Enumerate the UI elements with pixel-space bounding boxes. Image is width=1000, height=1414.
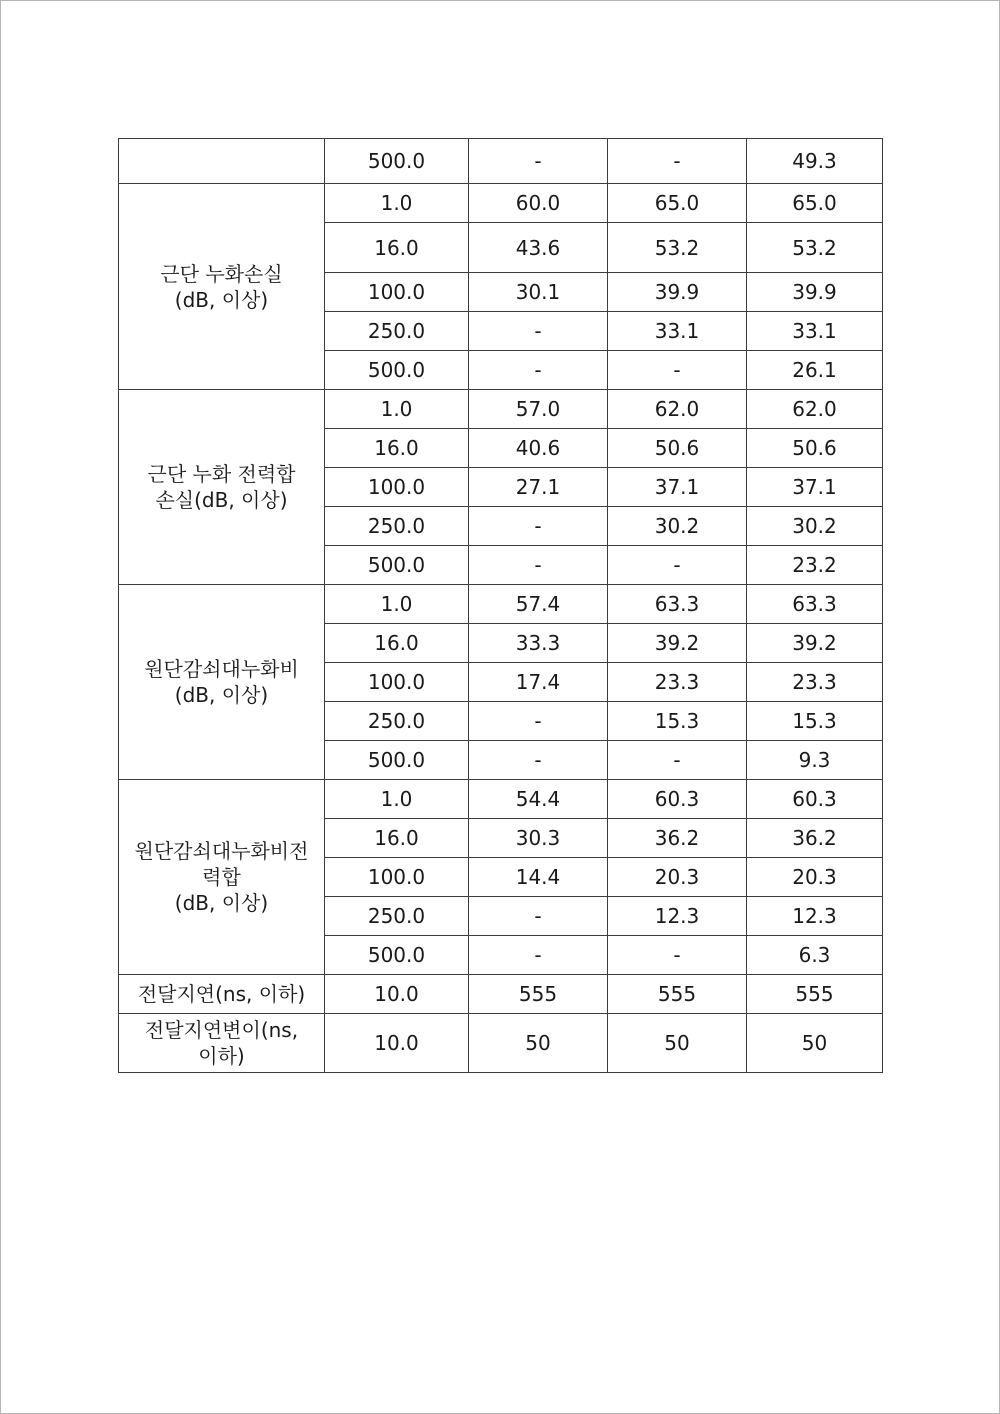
value-cell: 33.1	[747, 312, 883, 351]
value-cell: 62.0	[608, 390, 747, 429]
value-cell: 26.1	[747, 351, 883, 390]
value-cell: -	[469, 702, 608, 741]
frequency-cell: 100.0	[325, 663, 469, 702]
frequency-cell: 10.0	[325, 975, 469, 1014]
frequency-cell: 10.0	[325, 1014, 469, 1073]
value-cell: 39.9	[608, 273, 747, 312]
table-row	[119, 139, 883, 184]
value-cell: 12.3	[747, 897, 883, 936]
value-cell: 15.3	[747, 702, 883, 741]
parameter-label-cell	[119, 139, 325, 184]
value-cell: 6.3	[747, 936, 883, 975]
value-cell: -	[469, 139, 608, 184]
value-cell: -	[469, 741, 608, 780]
value-cell: 40.6	[469, 429, 608, 468]
value-cell: 50.6	[608, 429, 747, 468]
value-cell: 65.0	[608, 184, 747, 223]
value-cell: -	[469, 312, 608, 351]
value-cell: 23.2	[747, 546, 883, 585]
parameter-label-line: 력합	[202, 865, 241, 889]
value-cell: 60.3	[608, 780, 747, 819]
value-cell: 36.2	[608, 819, 747, 858]
value-cell: -	[608, 546, 747, 585]
value-cell: 37.1	[747, 468, 883, 507]
value-cell: 20.3	[747, 858, 883, 897]
value-cell: 33.3	[469, 624, 608, 663]
value-cell: -	[469, 897, 608, 936]
value-cell: 33.1	[608, 312, 747, 351]
frequency-cell: 1.0	[325, 585, 469, 624]
value-cell: 63.3	[608, 585, 747, 624]
value-cell: 30.2	[608, 507, 747, 546]
frequency-cell: 1.0	[325, 184, 469, 223]
value-cell: 53.2	[747, 223, 883, 273]
value-cell: 37.1	[608, 468, 747, 507]
value-cell: 555	[747, 975, 883, 1014]
value-cell: 63.3	[747, 585, 883, 624]
frequency-cell: 250.0	[325, 702, 469, 741]
frequency-cell: 1.0	[325, 390, 469, 429]
value-cell: 50	[469, 1014, 608, 1073]
value-cell: 555	[608, 975, 747, 1014]
value-cell: 62.0	[747, 390, 883, 429]
parameter-label-line: 원단감쇠대누화비전	[134, 839, 309, 863]
value-cell: 23.3	[747, 663, 883, 702]
value-cell: 27.1	[469, 468, 608, 507]
frequency-cell: 500.0	[325, 351, 469, 390]
value-cell: 60.0	[469, 184, 608, 223]
value-cell: 57.0	[469, 390, 608, 429]
value-cell: 65.0	[747, 184, 883, 223]
value-cell: 14.4	[469, 858, 608, 897]
spec-table	[118, 138, 883, 1073]
value-cell: 49.3	[747, 139, 883, 184]
value-cell: -	[469, 351, 608, 390]
frequency-cell: 250.0	[325, 897, 469, 936]
table-row	[119, 184, 883, 223]
value-cell: 17.4	[469, 663, 608, 702]
value-cell: -	[469, 936, 608, 975]
value-cell: -	[608, 139, 747, 184]
frequency-cell: 1.0	[325, 780, 469, 819]
value-cell: 60.3	[747, 780, 883, 819]
value-cell: 50	[608, 1014, 747, 1073]
value-cell: 30.2	[747, 507, 883, 546]
table-row	[119, 585, 883, 624]
parameter-label-line: 근단 누화 전력합	[147, 462, 296, 486]
value-cell: 54.4	[469, 780, 608, 819]
value-cell: 36.2	[747, 819, 883, 858]
parameter-label-line: 전달지연변이(ns,	[144, 1018, 299, 1042]
frequency-cell: 100.0	[325, 858, 469, 897]
frequency-cell: 16.0	[325, 429, 469, 468]
table-row	[119, 780, 883, 819]
parameter-label-cell	[119, 390, 325, 585]
frequency-cell: 100.0	[325, 273, 469, 312]
frequency-cell: 16.0	[325, 223, 469, 273]
frequency-cell: 100.0	[325, 468, 469, 507]
table-row	[119, 1014, 883, 1073]
table-row	[119, 975, 883, 1014]
value-cell: 50.6	[747, 429, 883, 468]
frequency-cell: 250.0	[325, 312, 469, 351]
parameter-label-line: (dB, 이상)	[174, 891, 269, 915]
value-cell: 50	[747, 1014, 883, 1073]
value-cell: 23.3	[608, 663, 747, 702]
value-cell: 57.4	[469, 585, 608, 624]
parameter-label-line: (dB, 이상)	[174, 287, 269, 312]
value-cell: -	[469, 546, 608, 585]
table-row	[119, 390, 883, 429]
frequency-cell: 500.0	[325, 139, 469, 184]
value-cell: 12.3	[608, 897, 747, 936]
parameter-label-line: 전달지연(ns, 이하)	[137, 982, 306, 1006]
value-cell: -	[469, 507, 608, 546]
value-cell: -	[608, 351, 747, 390]
value-cell: 39.2	[608, 624, 747, 663]
frequency-cell: 500.0	[325, 741, 469, 780]
parameter-label-cell	[119, 1014, 325, 1073]
value-cell: 15.3	[608, 702, 747, 741]
parameter-label-cell	[119, 780, 325, 975]
spec-table-body	[119, 139, 883, 1073]
parameter-label-line: 손실(dB, 이상)	[155, 488, 288, 512]
parameter-label-line: 원단감쇠대누화비	[144, 657, 299, 681]
value-cell: 30.1	[469, 273, 608, 312]
value-cell: -	[608, 741, 747, 780]
parameter-label-line: 근단 누화손실	[160, 261, 283, 286]
value-cell: 53.2	[608, 223, 747, 273]
frequency-cell: 250.0	[325, 507, 469, 546]
frequency-cell: 16.0	[325, 819, 469, 858]
frequency-cell: 500.0	[325, 936, 469, 975]
parameter-label-line: (dB, 이상)	[174, 683, 269, 707]
frequency-cell: 16.0	[325, 624, 469, 663]
value-cell: 39.9	[747, 273, 883, 312]
parameter-label-cell	[119, 585, 325, 780]
value-cell: 30.3	[469, 819, 608, 858]
frequency-cell: 500.0	[325, 546, 469, 585]
value-cell: 39.2	[747, 624, 883, 663]
value-cell: 555	[469, 975, 608, 1014]
value-cell: 43.6	[469, 223, 608, 273]
parameter-label-line: 이하)	[198, 1044, 245, 1068]
parameter-label-cell	[119, 975, 325, 1014]
value-cell: 20.3	[608, 858, 747, 897]
value-cell: 9.3	[747, 741, 883, 780]
value-cell: -	[608, 936, 747, 975]
parameter-label-cell	[119, 184, 325, 390]
